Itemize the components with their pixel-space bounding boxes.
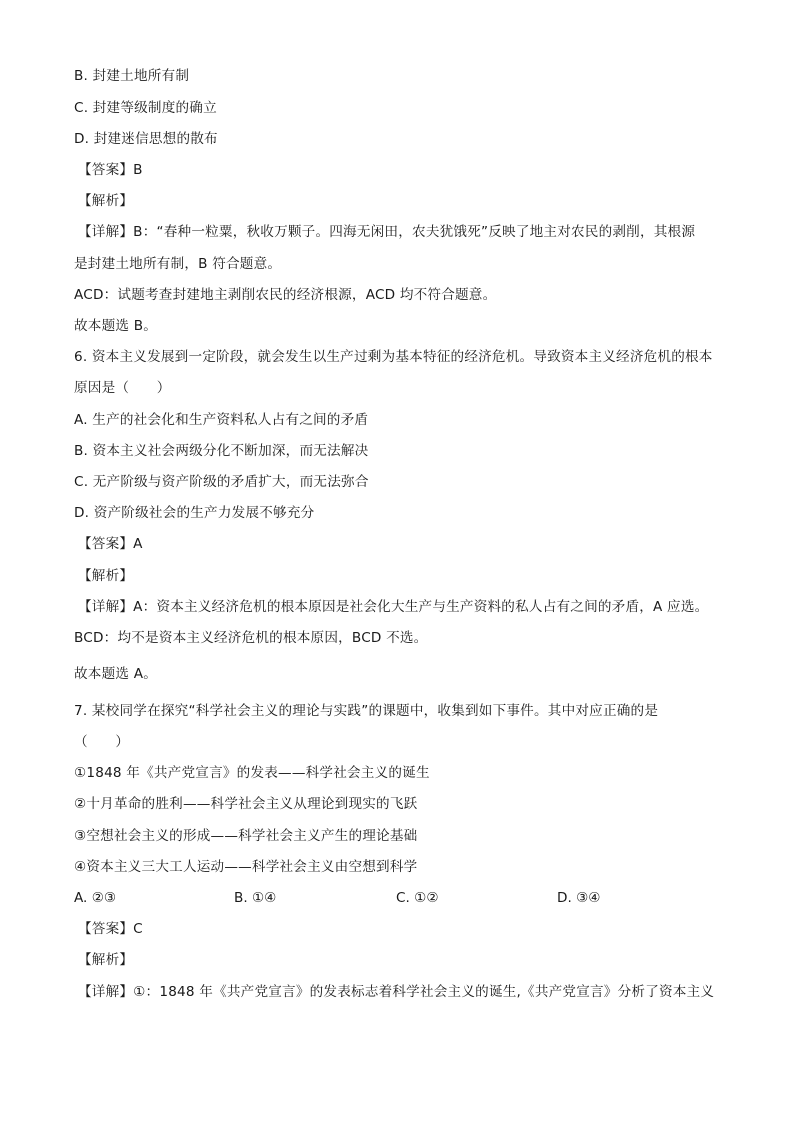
explanation-q5-line3: ACD：试题考查封建地主剥削农民的经济根源，ACD 均不符合题意。 (74, 287, 497, 303)
explanation-q5-line2: 是封建土地所有制，B 符合题意。 (74, 256, 282, 272)
option-b-q6: B. 资本主义社会两级分化不断加深，而无法解决 (74, 443, 369, 459)
option-b-q5: B. 封建土地所有制 (74, 68, 190, 84)
question-7-line1: 7. 某校同学在探究“科学社会主义的理论与实践”的课题中，收集到如下事件。其中对应正确的是 (74, 703, 659, 719)
conclusion-q6: 故本题选 A。 (74, 666, 157, 682)
explanation-q5-line1: 【详解】B：“春种一粒粟，秋收万颗子。四海无闲田，农夫犹饿死”反映了地主对农民的剥削，其根源 (78, 224, 696, 240)
statement-3-q7: ③空想社会主义的形成——科学社会主义产生的理论基础 (74, 828, 418, 844)
option-d-q6: D. 资产阶级社会的生产力发展不够充分 (74, 505, 315, 521)
option-d-q7: D. ③④ (557, 890, 601, 906)
analysis-heading-q7: 【解析】 (78, 952, 134, 968)
option-c-q6: C. 无产阶级与资产阶级的矛盾扩大，而无法弥合 (74, 474, 369, 490)
explanation-q6-line1: 【详解】A：资本主义经济危机的根本原因是社会化大生产与生产资料的私人占有之间的矛盾，A 应选。 (78, 599, 709, 615)
statement-4-q7: ④资本主义三大工人运动——科学社会主义由空想到科学 (74, 859, 418, 875)
explanation-q7-line1: 【详解】①：1848 年《共产党宣言》的发表标志着科学社会主义的诞生,《共产党宣言》分析了资本主义 (78, 984, 715, 1000)
answer-q7: 【答案】C (78, 921, 143, 937)
question-6-line1: 6. 资本主义发展到一定阶段，就会发生以生产过剩为基本特征的经济危机。导致资本主义经济危机的根本 (74, 349, 713, 365)
conclusion-q5: 故本题选 B。 (74, 318, 158, 334)
explanation-q6-line2: BCD：均不是资本主义经济危机的根本原因，BCD 不选。 (74, 630, 428, 646)
options-row-q7 (0, 889, 794, 907)
option-b-q7: B. ①④ (234, 890, 277, 906)
option-a-q7: A. ②③ (74, 890, 117, 906)
analysis-heading-q5: 【解析】 (78, 193, 134, 209)
answer-q6: 【答案】A (78, 536, 143, 552)
statement-2-q7: ②十月革命的胜利——科学社会主义从理论到现实的飞跃 (74, 796, 418, 812)
answer-q5: 【答案】B (78, 162, 143, 178)
question-7-line2: （ ） (74, 734, 130, 750)
option-d-q5: D. 封建迷信思想的散布 (74, 131, 218, 147)
question-6-line2: 原因是（ ） (74, 380, 171, 396)
analysis-heading-q6: 【解析】 (78, 568, 134, 584)
option-c-q5: C. 封建等级制度的确立 (74, 100, 217, 116)
option-a-q6: A. 生产的社会化和生产资料私人占有之间的矛盾 (74, 412, 369, 428)
option-c-q7: C. ①② (396, 890, 439, 906)
statement-1-q7: ①1848 年《共产党宣言》的发表——科学社会主义的诞生 (74, 765, 430, 781)
